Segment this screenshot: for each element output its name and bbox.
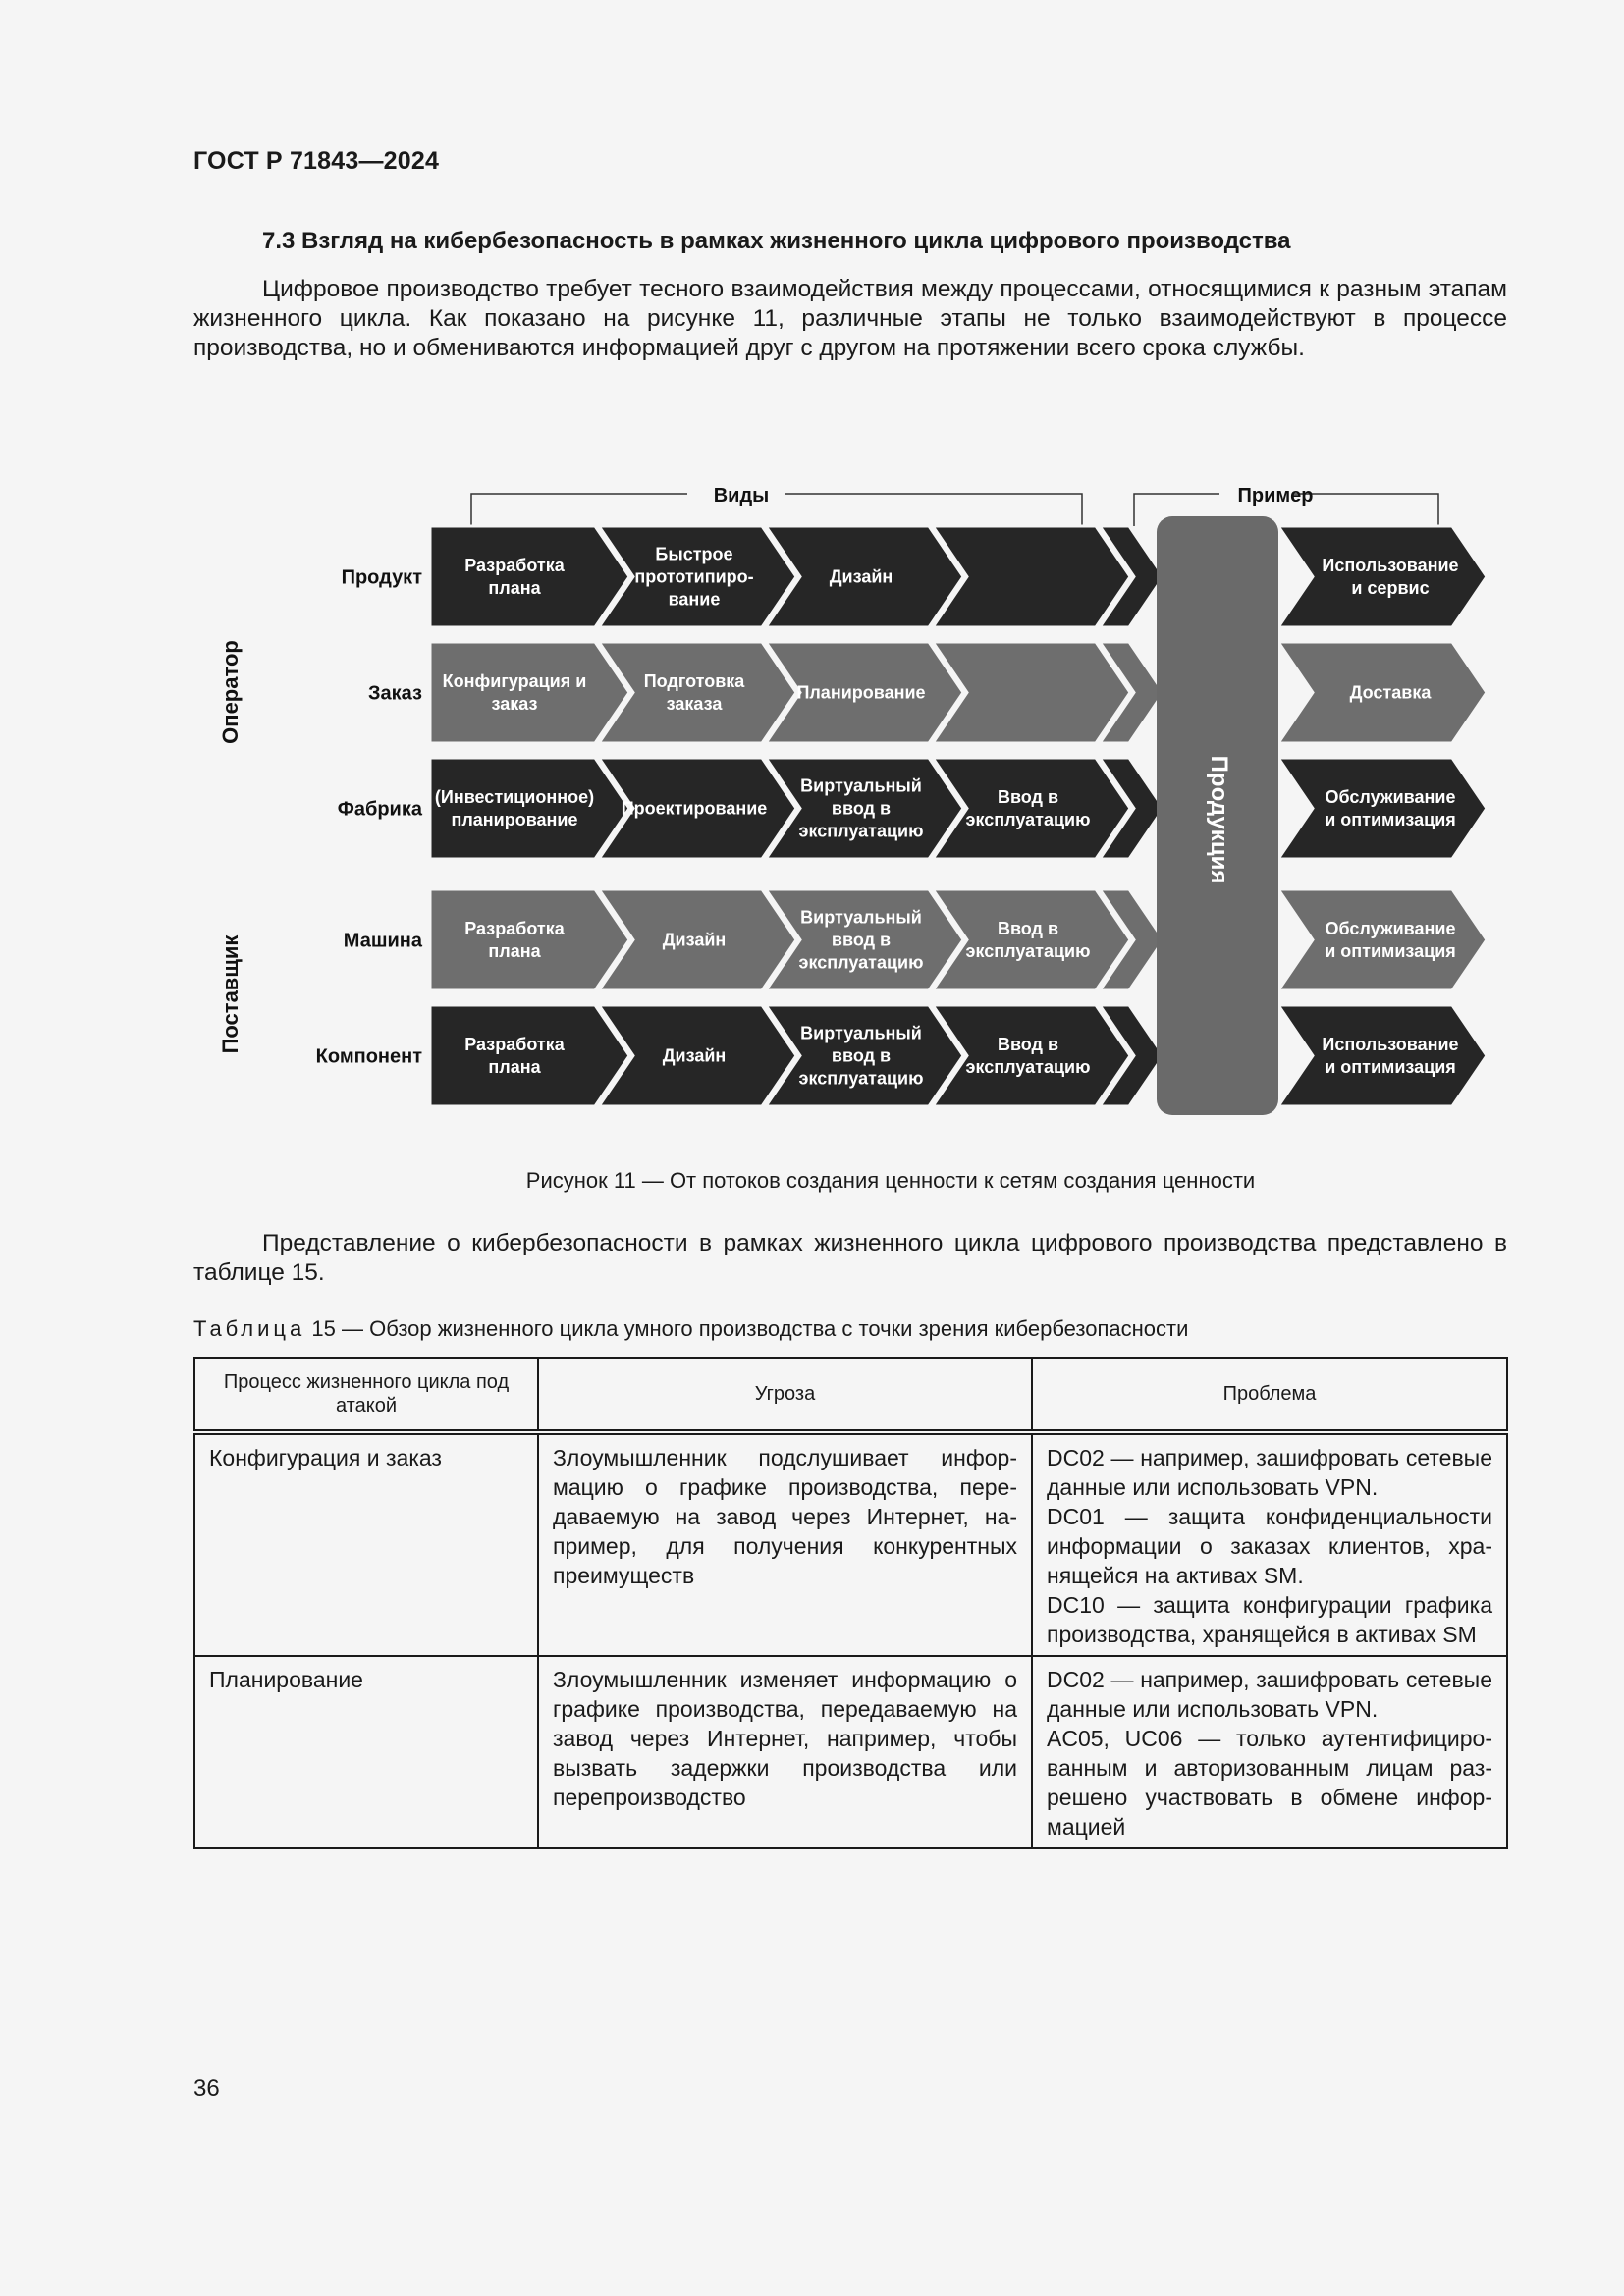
row-label: Машина	[343, 930, 422, 952]
group-operator-label: Оператор	[218, 640, 243, 744]
row-label: Компонент	[315, 1045, 422, 1068]
table-intro-paragraph	[193, 1229, 1507, 1288]
step-label-line: Планирование	[796, 682, 926, 703]
outcome-label-line: Обслуживание	[1325, 919, 1456, 938]
process-step	[430, 642, 629, 743]
step-label	[663, 1046, 727, 1066]
step-label-line: эксплуатацию	[798, 1068, 924, 1089]
step-label-line: Ввод в	[997, 787, 1059, 807]
page-number: 36	[193, 2075, 220, 2102]
step-label-line: плана	[488, 578, 541, 598]
step-label	[663, 931, 727, 950]
cell-process: Планирование	[194, 1656, 538, 1848]
step-label	[622, 799, 768, 819]
outcome-label-line: Использование	[1322, 1035, 1459, 1054]
row-label: Фабрика	[337, 798, 422, 821]
outcome-label-line: и сервис	[1351, 578, 1430, 598]
step-label-line: ввод в	[831, 798, 892, 819]
step-label-line: заказ	[491, 694, 538, 714]
cell-threat: Злоумышленник изменяет информацию о графике производства, передаваемую на завод через Интернет, например, чтобы вызвать задержки производства или перепроизводство	[538, 1656, 1032, 1848]
step-label-line: Разработка	[464, 1035, 565, 1054]
row-label: Продукт	[341, 566, 422, 589]
outcome-step	[1278, 889, 1487, 990]
section-title: 7.3 Взгляд на кибербезопасность в рамках жизненного цикла цифрового производства	[262, 228, 1291, 254]
production-label: Продукция	[1206, 755, 1232, 884]
value-stream-diagram	[0, 0, 1624, 1139]
header-problem: Проблема	[1032, 1358, 1507, 1432]
outcome-step	[1278, 1005, 1487, 1106]
step-label-line: вание	[668, 589, 721, 610]
step-label-line: Дизайн	[662, 930, 727, 950]
bracket-views	[471, 494, 1082, 526]
step-label-line: Дизайн	[662, 1045, 727, 1066]
step-label-line: Разработка	[464, 919, 565, 938]
table-row	[194, 1432, 1507, 1656]
outcome-label	[1350, 683, 1433, 703]
step-label-line: Виртуальный	[800, 775, 922, 796]
step-label-line: (Инвестиционное)	[434, 787, 595, 807]
process-row	[368, 642, 1487, 743]
outcome-label-line: и оптимизация	[1325, 941, 1456, 961]
cell-problem	[1032, 1432, 1507, 1656]
outcome-label-line: и оптимизация	[1325, 1057, 1456, 1077]
problem-item: DC01 — защита конфиденциальности информации о заказах клиентов, хранящейся на активах SM.	[1047, 1504, 1492, 1588]
step-label-line: плана	[488, 941, 541, 961]
process-step	[430, 889, 629, 990]
step-label-line: Виртуальный	[800, 907, 922, 928]
bracket-views-label: Виды	[713, 485, 770, 507]
header-process: Процесс жизненного цикла под атакой	[194, 1358, 538, 1432]
step-label-line: Ввод в	[997, 919, 1059, 938]
bracket-example-label: Пример	[1237, 485, 1314, 507]
step-label-line: Дизайн	[829, 566, 893, 587]
process-step	[430, 1005, 629, 1106]
cell-threat: Злоумышленник подслушивает информацию о графике производства, передаваемую на завод через Интернет, например, для получения конкурентных преимуществ	[538, 1432, 1032, 1656]
header-threat: Угроза	[538, 1358, 1032, 1432]
cell-process: Конфигурация и заказ	[194, 1432, 538, 1656]
step-label-line: Быстрое	[655, 544, 733, 564]
step-label-line: Ввод в	[997, 1035, 1059, 1054]
process-row	[316, 1005, 1487, 1106]
process-row	[338, 758, 1487, 859]
outcome-label-line: Использование	[1322, 556, 1459, 575]
table-caption-label: Таблица	[193, 1316, 306, 1341]
lifecycle-threat-table	[193, 1357, 1508, 1849]
intro-paragraph-text: Цифровое производство требует тесного взаимодействия между процессами, относящимися к разным этапам жизненного цикла. Как показано на рисунке 11, различные этапы не только взаимодействуют в процессе производства, но и обмениваются информацией друг с другом на протяжении всего срока службы.	[193, 276, 1507, 361]
outcome-step	[1278, 526, 1487, 627]
step-label-line: эксплуатацию	[965, 1057, 1091, 1077]
step-label-line: эксплуатацию	[965, 810, 1091, 829]
step-label	[830, 567, 893, 587]
step-label-line: заказа	[666, 694, 723, 714]
table-caption-text: 15 — Обзор жизненного цикла умного производства с точки зрения кибербезопасности	[311, 1316, 1189, 1341]
outcome-label-line: и оптимизация	[1325, 810, 1456, 829]
step-label-line: эксплуатацию	[798, 952, 924, 973]
group-supplier-label: Поставщик	[218, 934, 243, 1054]
step-label-line: эксплуатацию	[798, 821, 924, 841]
step-label	[796, 683, 925, 703]
table-header-row	[194, 1358, 1507, 1432]
table-caption	[193, 1316, 1188, 1342]
table-row	[194, 1656, 1507, 1848]
process-step	[430, 526, 629, 627]
step-label-line: эксплуатацию	[965, 941, 1091, 961]
problem-item: DC10 — защита конфигурации графика производства, хранящейся в активах SM	[1047, 1592, 1492, 1647]
step-label-line: Подготовка	[643, 671, 745, 691]
process-rows	[316, 526, 1487, 1106]
step-label-line: планирование	[451, 810, 578, 829]
problem-item: AC05, UC06 — только аутентифицированным и авторизованным лицам разрешено участвовать в обмене информацией	[1047, 1726, 1492, 1840]
process-row	[344, 889, 1487, 990]
outcome-label-line: Обслуживание	[1325, 787, 1456, 807]
step-label-line: Разработка	[464, 556, 565, 575]
outcome-label-line: Доставка	[1349, 682, 1432, 703]
step-label-line: Конфигурация и	[442, 671, 587, 691]
step-label-line: ввод в	[831, 930, 892, 950]
table-intro-text: Представление о кибербезопасности в рамках жизненного цикла цифрового производства представлено в таблице 15.	[193, 1230, 1507, 1286]
step-label-line: прототипиро-	[634, 566, 754, 587]
step-label-line: плана	[488, 1057, 541, 1077]
row-label: Заказ	[368, 682, 422, 705]
step-label-line: ввод в	[831, 1045, 892, 1066]
document-header: ГОСТ Р 71843—2024	[193, 147, 440, 175]
step-label-line: Проектирование	[621, 798, 768, 819]
problem-item: DC02 — например, зашифровать сетевые данные или использовать VPN.	[1047, 1445, 1492, 1500]
cell-problem	[1032, 1656, 1507, 1848]
process-step	[430, 758, 629, 859]
figure-caption: Рисунок 11 — От потоков создания ценности к сетям создания ценности	[525, 1168, 1256, 1193]
outcome-step	[1278, 758, 1487, 859]
problem-item: DC02 — например, зашифровать сетевые данные или использовать VPN.	[1047, 1667, 1492, 1722]
process-row	[342, 526, 1487, 627]
step-label-line: Виртуальный	[800, 1023, 922, 1043]
